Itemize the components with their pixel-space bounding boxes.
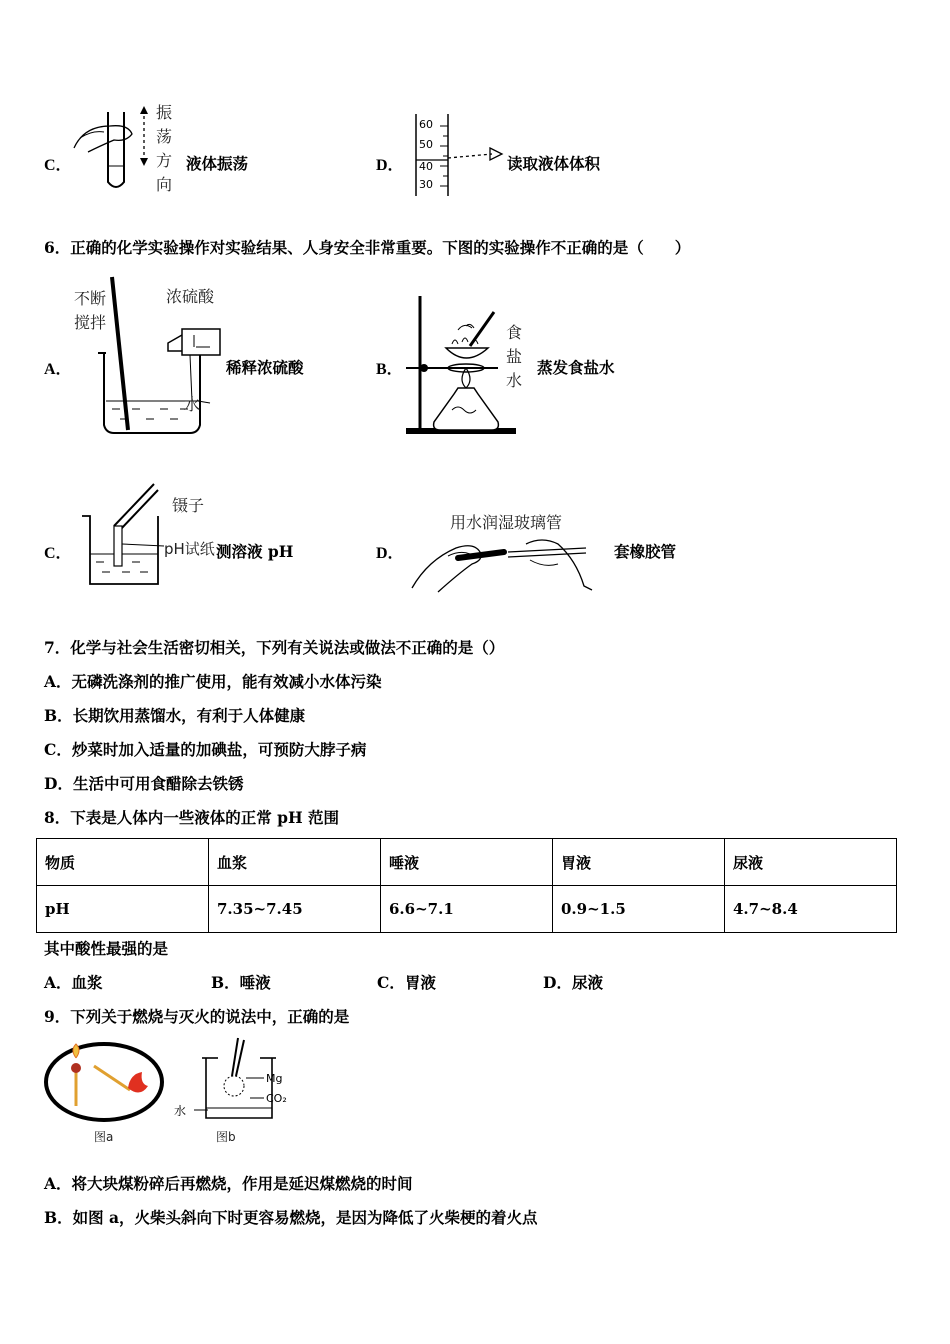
ph-range-table — [36, 838, 897, 933]
salt-water-label-1: 食 — [506, 323, 523, 342]
table-header-cell: 尿液 — [725, 839, 897, 886]
q7-stem: 7．化学与社会生活密切相关，下列有关说法或做法不正确的是（） — [44, 638, 505, 657]
table-header-cell: 物质 — [37, 839, 209, 886]
table-header-cell: 唾液 — [381, 839, 553, 886]
cylinder-tick-50: 50 — [419, 138, 433, 151]
q5-option-d-label: D． — [376, 157, 404, 174]
q6-option-a-label: A． — [44, 361, 72, 378]
q8-option-c: C．胃液 — [377, 973, 436, 992]
q5-option-c-text: 液体振荡 — [186, 154, 249, 173]
table-cell: 4.7~8.4 — [725, 886, 897, 933]
shake-direction-char-3: 方 — [156, 151, 173, 170]
tweezers-label: 镊子 — [172, 496, 205, 515]
shake-direction-char-1: 振 — [156, 103, 173, 122]
salt-water-label-3: 水 — [506, 371, 523, 390]
q8-option-a: A．血浆 — [44, 973, 103, 992]
conc-sulfuric-acid-label: 浓硫酸 — [166, 287, 215, 306]
shake-direction-char-4: 向 — [156, 175, 173, 194]
q6-option-d-label: D． — [376, 545, 404, 562]
table-row — [37, 886, 897, 933]
q6-option-d-text: 套橡胶管 — [614, 542, 677, 561]
table-cell: pH — [37, 886, 209, 933]
co2-label: CO₂ — [266, 1092, 287, 1105]
q8-question: 其中酸性最强的是 — [44, 939, 169, 958]
stir-constantly-label-2: 搅拌 — [74, 313, 107, 332]
q8-option-b: B．唾液 — [211, 973, 271, 992]
attach-rubber-tube-figure — [408, 530, 608, 600]
figure-b-caption: 图b — [216, 1130, 236, 1144]
q7-option-a: A．无磷洗涤剂的推广使用，能有效减小水体污染 — [44, 672, 382, 691]
table-header-row — [37, 839, 897, 886]
q5-option-c-label: C． — [44, 157, 72, 174]
mg-label: Mg — [266, 1072, 283, 1085]
figure-a-caption: 图a — [94, 1130, 114, 1144]
figure-a-match — [44, 1040, 168, 1124]
q6-option-c-text: 测溶液 pH — [216, 542, 294, 561]
cylinder-tick-40: 40 — [419, 160, 433, 173]
table-cell: 0.9~1.5 — [553, 886, 725, 933]
water-label-a: 水 — [184, 395, 201, 414]
q7-option-c: C．炒菜时加入适量的加碘盐，可预防大脖子病 — [44, 740, 367, 759]
shake-direction-char-2: 荡 — [156, 127, 173, 146]
q6-option-c-label: C． — [44, 545, 72, 562]
table-cell: 6.6~7.1 — [381, 886, 553, 933]
wet-glass-tube-label: 用水润湿玻璃管 — [450, 513, 563, 532]
table-cell: 7.35~7.45 — [209, 886, 381, 933]
cylinder-tick-30: 30 — [419, 178, 433, 191]
q9-stem: 9．下列关于燃烧与灭火的说法中，正确的是 — [44, 1007, 350, 1026]
q6-option-b-label: B． — [376, 361, 403, 378]
q6-stem: 6．正确的化学实验操作对实验结果、人身安全非常重要。下图的实验操作不正确的是（ ） — [44, 238, 691, 257]
q9-option-b: B．如图 a，火柴头斜向下时更容易燃烧，是因为降低了火柴梗的着火点 — [44, 1208, 538, 1227]
table-header-cell: 血浆 — [209, 839, 381, 886]
q6-option-b-text: 蒸发食盐水 — [537, 358, 615, 377]
table-header-cell: 胃液 — [553, 839, 725, 886]
water-label-b: 水 — [174, 1104, 187, 1118]
q6-option-a-text: 稀释浓硫酸 — [226, 358, 304, 377]
ph-paper-label: pH试纸 — [164, 540, 215, 558]
salt-water-label-2: 盐 — [506, 347, 523, 366]
q5-option-d-text: 读取液体体积 — [507, 154, 601, 173]
evaporate-salt-water-figure — [402, 292, 532, 442]
q9-option-a: A．将大块煤粉碎后再燃烧，作用是延迟煤燃烧的时间 — [44, 1174, 413, 1193]
q7-option-d: D．生活中可用食醋除去铁锈 — [44, 774, 244, 793]
q8-stem: 8．下表是人体内一些液体的正常 pH 范围 — [44, 808, 340, 827]
q7-option-b: B．长期饮用蒸馏水，有利于人体健康 — [44, 706, 306, 725]
q8-option-d: D．尿液 — [543, 973, 603, 992]
stir-constantly-label-1: 不断 — [74, 289, 107, 308]
cylinder-tick-60: 60 — [419, 118, 433, 131]
